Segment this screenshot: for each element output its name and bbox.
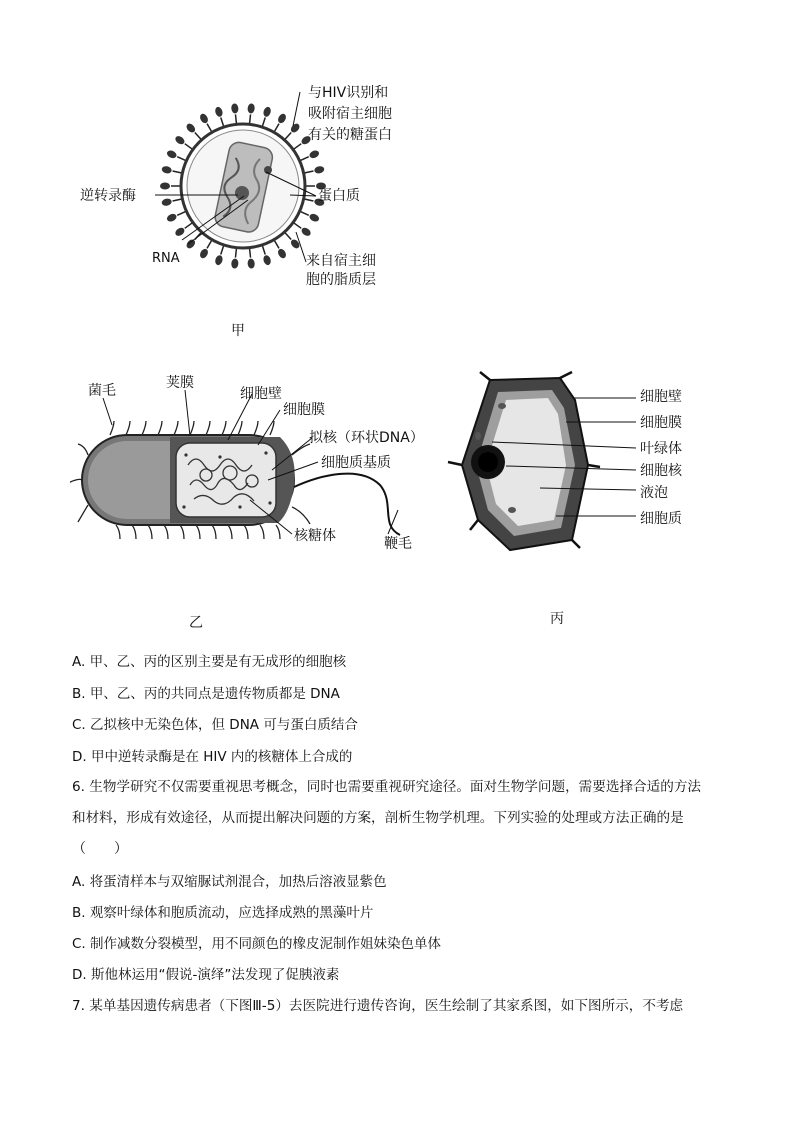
caption-yi: 乙 [189,615,203,631]
q6-option-c: C. 制作减数分裂模型，用不同颜色的橡皮泥制作姐妹染色单体 [72,936,442,952]
q7-stem-line-1: 7. 某单基因遗传病患者（下图Ⅲ-5）去医院进行遗传咨询，医生绘制了其家系图，如下图所示，不考虑 [72,998,684,1014]
label-plant-cell-membrane: 细胞膜 [640,415,682,431]
q5-option-b: B. 甲、乙、丙的共同点是遗传物质都是 DNA [72,686,340,702]
label-plant-cell-wall: 细胞壁 [640,389,682,405]
q6-stem-line-1: 6. 生物学研究不仅需要重视思考概念，同时也需要重视研究途径。面对生物学问题，需要选择合适的方法 [72,779,702,795]
q6-stem-line-2: 和材料，形成有效途径，从而提出解决问题的方案，剖析生物学机理。下列实验的处理或方法正确的是 [72,810,684,826]
label-pili: 菌毛 [88,383,116,399]
caption-jia: 甲 [231,323,245,339]
label-glycoprotein-3: 有关的糖蛋白 [308,127,392,143]
label-nucleus: 细胞核 [640,463,682,479]
q6-option-a: A. 将蛋清样本与双缩脲试剂混合，加热后溶液显紫色 [72,874,387,890]
label-cytoplasm-matrix: 细胞质基质 [321,455,391,471]
label-lipid-layer-2: 胞的脂质层 [306,272,376,288]
label-lipid-layer-1: 来自宿主细 [306,253,376,269]
label-reverse-transcriptase: 逆转录酶 [80,188,136,204]
q5-option-d: D. 甲中逆转录酶是在 HIV 内的核糖体上合成的 [72,749,353,765]
hiv-leader-lines [0,0,794,330]
caption-bing: 丙 [550,611,564,627]
label-rna: RNA [152,251,180,266]
q5-option-c: C. 乙拟核中无染色体，但 DNA 可与蛋白质结合 [72,717,358,733]
label-capsule: 荚膜 [166,375,194,391]
label-glycoprotein-2: 吸附宿主细胞 [308,106,392,122]
label-flagellum: 鞭毛 [384,536,412,552]
q5-option-a: A. 甲、乙、丙的区别主要是有无成形的细胞核 [72,654,347,670]
label-bacteria-cell-wall: 细胞壁 [240,386,282,402]
q6-option-b: B. 观察叶绿体和胞质流动，应选择成熟的黑藻叶片 [72,905,374,921]
label-glycoprotein-1: 与HIV识别和 [308,85,389,101]
label-ribosome: 核糖体 [294,528,336,544]
label-chloroplast: 叶绿体 [640,441,682,457]
label-bacteria-cell-membrane: 细胞膜 [283,402,325,418]
label-cytoplasm: 细胞质 [640,511,682,527]
q6-option-d: D. 斯他林运用“假说-演绎”法发现了促胰液素 [72,967,340,983]
q6-stem-line-3: （ ） [72,841,128,857]
label-nucleoid: 拟核（环状DNA） [309,430,424,446]
label-protein: 蛋白质 [318,188,360,204]
label-vacuole: 液泡 [640,485,668,501]
